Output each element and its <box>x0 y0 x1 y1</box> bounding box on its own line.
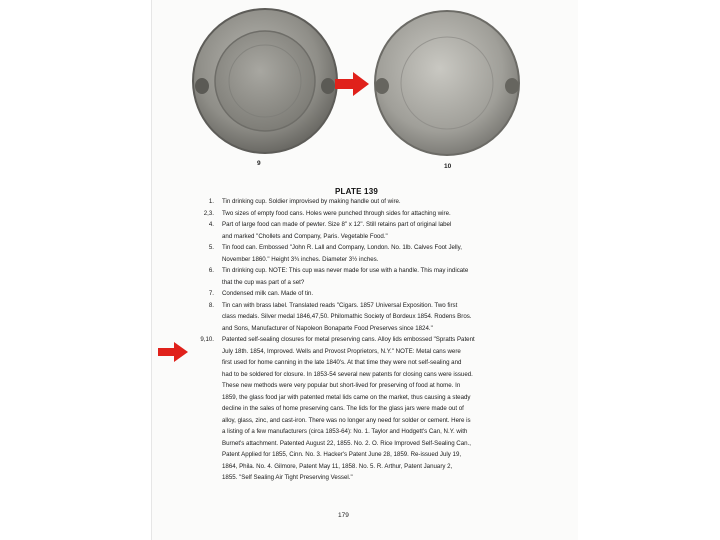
red-arrow-item-icon <box>158 342 188 367</box>
item-number: 1. <box>208 198 214 205</box>
list-item <box>184 334 568 484</box>
item-number: 7. <box>208 290 214 297</box>
item-number: 8. <box>208 301 214 309</box>
item-number: 9,10. <box>200 336 214 343</box>
figure-label-9: 9 <box>257 160 261 167</box>
item-text: Tin drinking cup. NOTE: This cup was never made for use with a handle. This may indicate that the cup was part of a set? <box>222 267 469 286</box>
item-text: Patented self-sealing closures for metal preserving cans. Alloy lids embossed "Spratts Patent July 18th. 1854, Improved. Wells and Provost Proprietors, N.Y." NOTE: Metal cans were first used for home canning in the late 1840's. At that time they were not self-sealing and had to be soldered for closure. In 1853-54 several new patents for closing cans were issued. These new methods were very popular but short-lived for preserving of food at home. In 1859, the glass food jar with patented metal lids came on the market, thus causing a steady decline in the sales of home preserving cans. The lids for the glass jars were made out of alloy, glass, zinc, and cast-iron. There was no longer any need for solder or cement. Here is a listing of a few manufacturers (circa 1853-64): No. 1. Taylor and Hodgett's Can, N.Y. with Burnet's attachment. Patented August 22, 1855. No. 2. O. Rice Improved Self-Sealing Can., Patent Applied for 1855, Cinn. No. 3. Hacker's Patent June 28, 1859. Re-issued July 19, 1864, Phila. No. 4. Gilmore, Patent May 11, 1858. No. 5. R. Arthur, Patent January 2, 1855. "Self Sealing Air Tight Preserving Vessel." <box>222 336 475 481</box>
item-text: Tin food can. Embossed "John R. Lall and Company, London. No. 1lb. Calves Foot Jelly, November 1860." Height 3¾ inches. Diameter 3½ inches. <box>222 244 462 263</box>
item-text: Part of large food can made of pewter. Size 8" x 12". Still retains part of original label and marked "Chollets and Company, Paris. Vegetable Food." <box>222 221 452 240</box>
list-item <box>184 265 568 288</box>
item-text: Two sizes of empty food cans. Holes were punched through sides for attaching wire. <box>222 209 451 217</box>
list-item <box>184 196 568 208</box>
list-item <box>184 288 568 300</box>
list-item <box>184 300 568 335</box>
red-arrow-right-icon <box>335 72 369 101</box>
item-text: Tin can with brass label. Translated reads "Cigars. 1857 Universal Exposition. Two first class medals. Silver medal 1846,47,50. Philomathic Society of Bordeux 1854. Rodens Bros. and Sons, Manufacturer of Napoleon Bonaparte Food Preserves since 1824." <box>222 301 472 332</box>
page-number: 179 <box>338 512 349 519</box>
item-number: 2,3. <box>203 209 214 217</box>
list-item <box>184 219 568 242</box>
list-item <box>184 208 568 220</box>
item-number: 4. <box>208 221 214 228</box>
item-text: Tin drinking cup. Soldier improvised by making handle out of wire. <box>222 198 401 205</box>
item-text: Condensed milk can. Made of tin. <box>222 290 314 297</box>
figure-label-10: 10 <box>444 163 452 170</box>
lid-photo-9 <box>190 6 340 156</box>
item-number: 5. <box>208 244 214 251</box>
list-item <box>184 242 568 265</box>
item-number: 6. <box>208 267 214 274</box>
plate-item-list <box>184 196 568 484</box>
plate-title: PLATE 139 <box>335 187 378 196</box>
lid-photo-10 <box>372 8 522 158</box>
